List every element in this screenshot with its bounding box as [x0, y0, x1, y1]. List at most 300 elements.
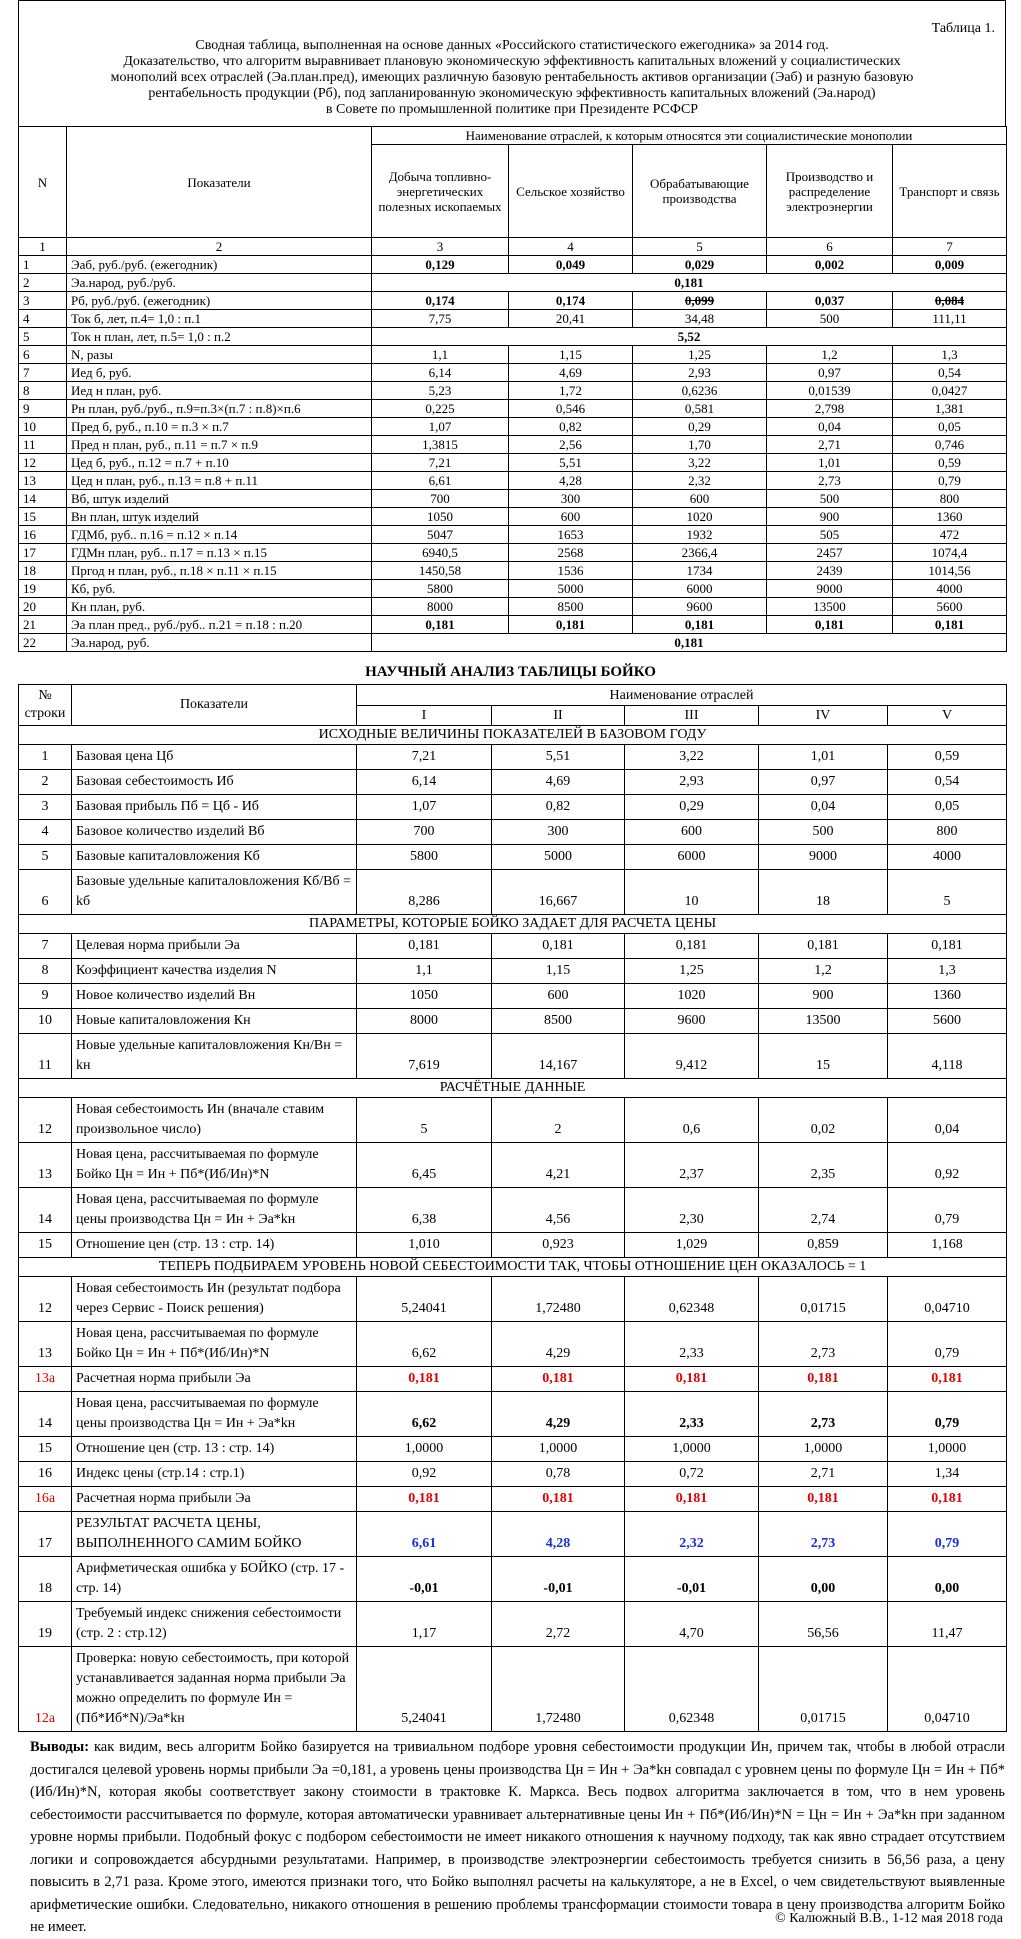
table-row: [19, 1098, 1007, 1143]
cell-value: 1050: [372, 508, 509, 526]
cell-value: 0,29: [625, 795, 759, 820]
cell-value: 9,412: [625, 1034, 759, 1079]
row-number: 21: [19, 616, 67, 634]
row-indicator: Расчетная норма прибыли Эа: [72, 1487, 357, 1512]
cell-value: 0,746: [893, 436, 1007, 454]
cell-value: 0,099: [633, 292, 767, 310]
cell-value: 0,05: [888, 795, 1007, 820]
row-indicator: Цед б, руб., п.12 = п.7 + п.10: [67, 454, 372, 472]
cell-value: 1,1: [372, 346, 509, 364]
cell-value: 9600: [625, 1009, 759, 1034]
conclusion: [30, 1736, 1005, 1939]
cell-value: 2,37: [625, 1143, 759, 1188]
table-label: Таблица 1.: [931, 21, 995, 36]
row-indicator: Пргод н план, руб., п.18 × п.11 × п.15: [67, 562, 372, 580]
cell-value: -0,01: [357, 1557, 492, 1602]
industry-header: IV: [759, 705, 888, 726]
cell-value: 0,181: [357, 1487, 492, 1512]
cell-value: 1,2: [767, 346, 893, 364]
row-number: 15: [19, 1437, 72, 1462]
cell-value: 300: [492, 820, 625, 845]
cell-value: 4,28: [492, 1512, 625, 1557]
row-indicator: Новая себестоимость Ин (результат подбора через Сервис - Поиск решения): [72, 1277, 357, 1322]
cell-value: 8500: [509, 598, 633, 616]
row-indicator: Новая цена, рассчитываемая по формуле цены производства Цн = Ин + Эа*kн: [72, 1392, 357, 1437]
table-header-row: [19, 127, 1007, 145]
cell-value: 0,04710: [888, 1647, 1007, 1732]
row-indicator: Рб, руб./руб. (ежегодник): [67, 292, 372, 310]
cell-value: 1932: [633, 526, 767, 544]
row-indicator: Новая себестоимость Ин (вначале ставим произвольное число): [72, 1098, 357, 1143]
row-indicator: Эа план пред., руб./руб.. п.21 = п.18 : п.20: [67, 616, 372, 634]
section-title: ПАРАМЕТРЫ, КОТОРЫЕ БОЙКО ЗАДАЕТ ДЛЯ РАСЧЕТА ЦЕНЫ: [19, 915, 1007, 934]
cell-value: 0,05: [893, 418, 1007, 436]
cell-value: 1,15: [509, 346, 633, 364]
cell-value: 3,22: [633, 454, 767, 472]
table-row: [19, 346, 1007, 364]
cell-value: 2,93: [625, 770, 759, 795]
cell-value: 2439: [767, 562, 893, 580]
row-number: 13: [19, 1143, 72, 1188]
industry-group-header: Наименование отраслей: [357, 685, 1007, 706]
row-indicator: Отношение цен (стр. 13 : стр. 14): [72, 1437, 357, 1462]
cell-value: -0,01: [492, 1557, 625, 1602]
cell-value: 1,0000: [492, 1437, 625, 1462]
row-indicator: Новая цена, рассчитываемая по формуле цены производства Цн = Ин + Эа*kн: [72, 1188, 357, 1233]
cell-value: 5800: [357, 845, 492, 870]
table-row: [19, 382, 1007, 400]
row-indicator: Базовая себестоимость Иб: [72, 770, 357, 795]
table-row: [19, 1034, 1007, 1079]
cell-value: 20,41: [509, 310, 633, 328]
cell-value: 4,21: [492, 1143, 625, 1188]
cell-value: 13500: [759, 1009, 888, 1034]
cell-value: 1,0000: [759, 1437, 888, 1462]
row-indicator: Базовая цена Цб: [72, 745, 357, 770]
cell-value: 5,23: [372, 382, 509, 400]
cell-value: 472: [893, 526, 1007, 544]
row-number: 8: [19, 382, 67, 400]
cell-value: 700: [357, 820, 492, 845]
table-row: [19, 328, 1007, 346]
cell-value: 0,79: [888, 1322, 1007, 1367]
cell-value: 1360: [888, 984, 1007, 1009]
col-indicators-header: Показатели: [72, 685, 357, 726]
industry-group-header: Наименование отраслей, к которым относятся эти социалистические монополии: [372, 127, 1007, 145]
column-number: 6: [767, 238, 893, 256]
cell-value: 2,56: [509, 436, 633, 454]
cell-value: 2,72: [492, 1602, 625, 1647]
cell-value: 1,25: [625, 959, 759, 984]
cell-value: 0,92: [357, 1462, 492, 1487]
cell-value: 18: [759, 870, 888, 915]
cell-value: 6,62: [357, 1392, 492, 1437]
cell-value: 6,61: [357, 1512, 492, 1557]
table-row: [19, 364, 1007, 382]
column-number: 2: [67, 238, 372, 256]
cell-value: 0,181: [759, 934, 888, 959]
cell-value: 0,225: [372, 400, 509, 418]
cell-value: 0,0427: [893, 382, 1007, 400]
row-indicator: Кб, руб.: [67, 580, 372, 598]
industry-header: II: [492, 705, 625, 726]
cell-value: 0,79: [888, 1188, 1007, 1233]
cell-value: 5: [357, 1098, 492, 1143]
row-number: 14: [19, 490, 67, 508]
table-row: [19, 1512, 1007, 1557]
row-indicator: Базовые удельные капиталовложения Кб/Вб = kб: [72, 870, 357, 915]
cell-value: 0,79: [893, 472, 1007, 490]
row-number: 8: [19, 959, 72, 984]
cell-value: 2,73: [759, 1512, 888, 1557]
table-row: [19, 1557, 1007, 1602]
industry-name-header: Производство и распределение электроэнергии: [767, 145, 893, 238]
cell-value: 0,01715: [759, 1277, 888, 1322]
cell-value: 2,74: [759, 1188, 888, 1233]
caption-line: монополий всех отраслей (Эа.план.пред), имеющих различную базовую рентабельность активов организации (Эаб) и разную базовую: [110, 70, 914, 85]
row-number: 2: [19, 770, 72, 795]
table-row: [19, 580, 1007, 598]
row-indicator: Эа.народ, руб./руб.: [67, 274, 372, 292]
industry-name-header: Добыча топливно-энергетических полезных ископаемых: [372, 145, 509, 238]
column-number: 4: [509, 238, 633, 256]
table-row: [19, 1143, 1007, 1188]
row-indicator: Базовые капиталовложения Кб: [72, 845, 357, 870]
row-indicator: ГДМн план, руб.. п.17 = п.13 × п.15: [67, 544, 372, 562]
row-indicator: Индекс цены (стр.14 : стр.1): [72, 1462, 357, 1487]
cell-value: 0,181: [492, 1487, 625, 1512]
cell-value: 600: [633, 490, 767, 508]
cell-value: 2,32: [625, 1512, 759, 1557]
table-row: [19, 1009, 1007, 1034]
table-row: [19, 1188, 1007, 1233]
table-header-row: [19, 685, 1007, 706]
cell-value: 0,174: [509, 292, 633, 310]
cell-value: 1450,58: [372, 562, 509, 580]
table-row: [19, 934, 1007, 959]
cell-value: 5,51: [509, 454, 633, 472]
industry-name-header: Транспорт и связь: [893, 145, 1007, 238]
table-row: [19, 256, 1007, 274]
row-number: 2: [19, 274, 67, 292]
cell-value: 1360: [893, 508, 1007, 526]
cell-value: 5600: [893, 598, 1007, 616]
section-title: ТЕПЕРЬ ПОДБИРАЕМ УРОВЕНЬ НОВОЙ СЕБЕСТОИМОСТИ ТАК, ЧТОБЫ ОТНОШЕНИЕ ЦЕН ОКАЗАЛОСЬ = 1: [19, 1258, 1007, 1277]
caption-line: рентабельность продукции (Рб), под запланированную экономическую эффективность капитальных вложений (Эа.народ): [148, 86, 876, 101]
table-row: [19, 1367, 1007, 1392]
section-header-row: [19, 1258, 1007, 1277]
row-number: 6: [19, 346, 67, 364]
cell-value: 0,00: [888, 1557, 1007, 1602]
cell-value: 600: [625, 820, 759, 845]
cell-value: 4,69: [509, 364, 633, 382]
industry-header: III: [625, 705, 759, 726]
cell-value: 1,3: [888, 959, 1007, 984]
column-number: 1: [19, 238, 67, 256]
cell-value: 1,07: [372, 418, 509, 436]
row-indicator: Проверка: новую себестоимость, при которой устанавливается заданная норма прибыли Эа можно определить по формуле Ин = (Пб*Иб*N)/Эа*kн: [72, 1647, 357, 1732]
cell-value: 6,14: [357, 770, 492, 795]
cell-value: 2,32: [633, 472, 767, 490]
col-indicators-header: Показатели: [67, 127, 372, 238]
row-number: 19: [19, 1602, 72, 1647]
analysis-title: НАУЧНЫЙ АНАЛИЗ ТАБЛИЦЫ БОЙКО: [365, 664, 656, 680]
row-number: 3: [19, 795, 72, 820]
industry-name-header: Сельское хозяйство: [509, 145, 633, 238]
row-number: 1: [19, 256, 67, 274]
cell-value: 0,181: [625, 1367, 759, 1392]
cell-value: 5000: [492, 845, 625, 870]
table-row: [19, 508, 1007, 526]
section-title: РАСЧЁТНЫЕ ДАННЫЕ: [19, 1079, 1007, 1098]
cell-value: 1,2: [759, 959, 888, 984]
table-row: [19, 845, 1007, 870]
cell-value: 1,17: [357, 1602, 492, 1647]
cell-value: 9000: [767, 580, 893, 598]
summary-table: [18, 126, 1007, 652]
cell-value: 0,181: [759, 1367, 888, 1392]
cell-value: 0,29: [633, 418, 767, 436]
cell-value: 0,546: [509, 400, 633, 418]
cell-value: 13500: [767, 598, 893, 616]
cell-value: 6,14: [372, 364, 509, 382]
cell-value: 0,02: [759, 1098, 888, 1143]
table-row: [19, 770, 1007, 795]
table-row: [19, 598, 1007, 616]
cell-value: 4000: [888, 845, 1007, 870]
caption-text: [59, 38, 965, 118]
table-row: [19, 436, 1007, 454]
cell-value: 2,71: [759, 1462, 888, 1487]
cell-value: 1,72480: [492, 1647, 625, 1732]
table-row: [19, 562, 1007, 580]
cell-value: 4000: [893, 580, 1007, 598]
row-number: 14: [19, 1188, 72, 1233]
row-indicator: Новые капиталовложения Кн: [72, 1009, 357, 1034]
cell-value: 1,1: [357, 959, 492, 984]
cell-value: 5047: [372, 526, 509, 544]
cell-value: 0,029: [633, 256, 767, 274]
cell-value: 0,54: [893, 364, 1007, 382]
cell-value: 2457: [767, 544, 893, 562]
cell-value: 600: [492, 984, 625, 1009]
cell-value: 0,59: [888, 745, 1007, 770]
cell-value: 0,181: [492, 934, 625, 959]
row-number: 9: [19, 400, 67, 418]
column-number-row: [19, 238, 1007, 256]
cell-value: 1,3: [893, 346, 1007, 364]
cell-value: 9000: [759, 845, 888, 870]
cell-value: 5,24041: [357, 1277, 492, 1322]
row-number: 16а: [19, 1487, 72, 1512]
cell-value: 6000: [633, 580, 767, 598]
row-number: 3: [19, 292, 67, 310]
cell-value: 6,38: [357, 1188, 492, 1233]
cell-value: 1,25: [633, 346, 767, 364]
table-row: [19, 1487, 1007, 1512]
cell-value: 4,28: [509, 472, 633, 490]
cell-value: 900: [759, 984, 888, 1009]
cell-value: 1,168: [888, 1233, 1007, 1258]
table-row: [19, 472, 1007, 490]
cell-value: 0,62348: [625, 1277, 759, 1322]
cell-value: 6940,5: [372, 544, 509, 562]
row-indicator: Ток н план, лет, п.5= 1,0 : п.2: [67, 328, 372, 346]
column-number: 7: [893, 238, 1007, 256]
row-number: 10: [19, 1009, 72, 1034]
copyright-footer: © Калюжный В.В., 1-12 мая 2018 года: [775, 1911, 1003, 1926]
row-number: 19: [19, 580, 67, 598]
row-number: 1: [19, 745, 72, 770]
row-indicator: Целевая норма прибыли Эа: [72, 934, 357, 959]
cell-value: 2568: [509, 544, 633, 562]
row-number: 17: [19, 544, 67, 562]
cell-value: 8000: [357, 1009, 492, 1034]
row-number: 17: [19, 1512, 72, 1557]
cell-value: 0,01715: [759, 1647, 888, 1732]
cell-value: 1,0000: [888, 1437, 1007, 1462]
row-number: 6: [19, 870, 72, 915]
cell-value: 0,54: [888, 770, 1007, 795]
col-no-header: № строки: [19, 685, 72, 726]
cell-value: 1,72: [509, 382, 633, 400]
row-indicator: Эа.народ, руб.: [67, 634, 372, 652]
table-row: [19, 1437, 1007, 1462]
cell-value: 2,33: [625, 1322, 759, 1367]
cell-value: 6,61: [372, 472, 509, 490]
column-number: 3: [372, 238, 509, 256]
row-number: 18: [19, 1557, 72, 1602]
cell-value: 1,70: [633, 436, 767, 454]
row-number: 5: [19, 328, 67, 346]
cell-value: 4,70: [625, 1602, 759, 1647]
cell-value: 4,118: [888, 1034, 1007, 1079]
cell-value: 1,3815: [372, 436, 509, 454]
cell-value: 505: [767, 526, 893, 544]
row-number: 13: [19, 472, 67, 490]
cell-value: 1,01: [767, 454, 893, 472]
caption-line: Доказательство, что алгоритм выравнивает плановую экономическую эффективность капитальных вложений у социалистических: [123, 54, 901, 69]
cell-value: 0,181: [888, 1487, 1007, 1512]
table-row: [19, 616, 1007, 634]
table-row: [19, 526, 1007, 544]
cell-value: 0,72: [625, 1462, 759, 1487]
table-row: [19, 1462, 1007, 1487]
cell-value: 7,619: [357, 1034, 492, 1079]
merged-value: 0,181: [372, 274, 1007, 292]
cell-value: 5800: [372, 580, 509, 598]
cell-value: 0,084: [893, 292, 1007, 310]
cell-value: 7,21: [372, 454, 509, 472]
table-row: [19, 1277, 1007, 1322]
row-indicator: Новая цена, рассчитываемая по формуле Бойко Цн = Ин + Пб*(Иб/Ин)*N: [72, 1322, 357, 1367]
table-row: [19, 745, 1007, 770]
cell-value: 0,04: [767, 418, 893, 436]
row-number: 20: [19, 598, 67, 616]
row-number: 11: [19, 1034, 72, 1079]
cell-value: 0,92: [888, 1143, 1007, 1188]
cell-value: 1,381: [893, 400, 1007, 418]
row-number: 18: [19, 562, 67, 580]
cell-value: 1536: [509, 562, 633, 580]
cell-value: 1,010: [357, 1233, 492, 1258]
table-row: [19, 634, 1007, 652]
row-indicator: Базовое количество изделий Вб: [72, 820, 357, 845]
table-row: [19, 418, 1007, 436]
cell-value: 0,181: [357, 934, 492, 959]
cell-value: 7,21: [357, 745, 492, 770]
row-indicator: Иед н план, руб.: [67, 382, 372, 400]
cell-value: 500: [759, 820, 888, 845]
cell-value: 0,00: [759, 1557, 888, 1602]
cell-value: 4,29: [492, 1392, 625, 1437]
cell-value: 1020: [625, 984, 759, 1009]
cell-value: 0,82: [492, 795, 625, 820]
conclusion-text: как видим, весь алгоритм Бойко базируется на тривиальном подборе уровня себестоимости продукции Ин, причем так, чтобы в любой отрасли достигался целевой уровень нормы прибыли Эа =0,181, а уровень цены производства Цн = Ин + Эа*kн совпадал с уровнем цены по формуле Цн = Ин + Пб*(Иб/Ин)*N, которая якобы соответствует закону стоимости в трактовке К. Маркса. Весь подвох алгоритма заключается в том, что в нем уровень себестоимости рассчитывается по формуле, которая автоматически уравнивает альтернативные цены Ин + Пб*(Иб/Ин)*N = Цн = Ин + Эа*kн при заданном уровне нормы прибыли. Подобный фокус с подбором себестоимости не имеет никакого отношения к научному подходу, так как явно страдает отсутствием логики и сопровождается абсурдными результатами. Например, в производстве электроэнергии себестоимость требуется снизить в 56,56 раза, а цену повысить в 2,71 раза. Кроме этого, имеются признаки того, что Бойко выполнял расчеты на калькуляторе, а не в Excel, о чем свидетельствуют выявленные арифметические ошибки. Следовательно, никакого отношения в решению проблемы трансформации стоимости товара в цену производства алгоритм Бойко не имеет.: [30, 1739, 1006, 1935]
cell-value: 111,11: [893, 310, 1007, 328]
cell-value: 2,73: [759, 1392, 888, 1437]
table-row: [19, 400, 1007, 418]
cell-value: 0,181: [625, 1487, 759, 1512]
cell-value: 2,30: [625, 1188, 759, 1233]
cell-value: 800: [888, 820, 1007, 845]
cell-value: 0,037: [767, 292, 893, 310]
merged-value: 0,181: [372, 634, 1007, 652]
conclusion-label: Выводы:: [30, 1739, 90, 1755]
cell-value: 4,56: [492, 1188, 625, 1233]
cell-value: 6,45: [357, 1143, 492, 1188]
table-row: [19, 1392, 1007, 1437]
row-number: 16: [19, 1462, 72, 1487]
cell-value: 5600: [888, 1009, 1007, 1034]
table-row: [19, 292, 1007, 310]
industry-header: I: [357, 705, 492, 726]
cell-value: 0,97: [767, 364, 893, 382]
cell-value: 0,6: [625, 1098, 759, 1143]
cell-value: 1,01: [759, 745, 888, 770]
cell-value: 0,62348: [625, 1647, 759, 1732]
cell-value: 1014,56: [893, 562, 1007, 580]
industry-header: V: [888, 705, 1007, 726]
cell-value: 0,04: [759, 795, 888, 820]
cell-value: 0,79: [888, 1392, 1007, 1437]
table-row: [19, 820, 1007, 845]
section-header-row: [19, 915, 1007, 934]
merged-value: 5,52: [372, 328, 1007, 346]
cell-value: 600: [509, 508, 633, 526]
cell-value: 5: [888, 870, 1007, 915]
row-indicator: Отношение цен (стр. 13 : стр. 14): [72, 1233, 357, 1258]
cell-value: 0,01539: [767, 382, 893, 400]
cell-value: 2,35: [759, 1143, 888, 1188]
cell-value: 0,129: [372, 256, 509, 274]
cell-value: 700: [372, 490, 509, 508]
cell-value: 16,667: [492, 870, 625, 915]
cell-value: 0,181: [625, 934, 759, 959]
row-indicator: Новая цена, рассчитываемая по формуле Бойко Цн = Ин + Пб*(Иб/Ин)*N: [72, 1143, 357, 1188]
cell-value: 4,69: [492, 770, 625, 795]
cell-value: 5,24041: [357, 1647, 492, 1732]
table-row: [19, 274, 1007, 292]
table-row: [19, 1602, 1007, 1647]
table-row: [19, 984, 1007, 1009]
cell-value: 300: [509, 490, 633, 508]
industry-name-header: Обрабатывающие производства: [633, 145, 767, 238]
cell-value: 900: [767, 508, 893, 526]
caption-line: в Совете по промышленной политике при Президенте РСФСР: [325, 102, 699, 117]
cell-value: 0,181: [357, 1367, 492, 1392]
row-number: 12: [19, 1098, 72, 1143]
